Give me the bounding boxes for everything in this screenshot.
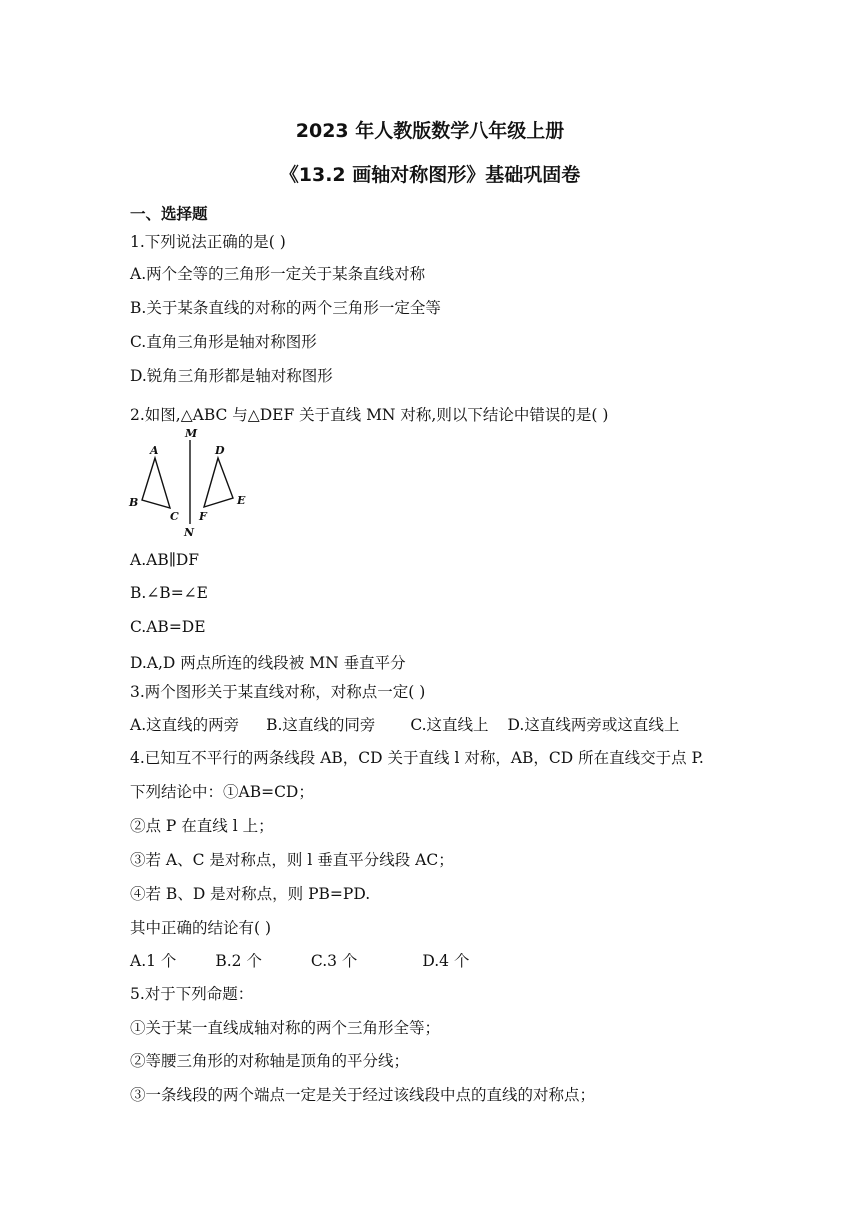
q4-option-d: D.4 个 (422, 952, 470, 970)
q5-stem: 5.对于下列命题： (130, 985, 254, 1003)
q5-statement-1: ①关于某一直线成轴对称的两个三角形全等； (130, 1019, 441, 1037)
label-f: F (199, 510, 207, 523)
label-n: N (184, 526, 195, 539)
section-heading: 一、选择题 (130, 205, 208, 223)
q4-statement-3: ③若 A、C 是对称点，则 l 垂直平分线段 AC； (130, 851, 454, 869)
label-m: M (185, 428, 198, 440)
q5-statement-3: ③一条线段的两个端点一定是关于经过该线段中点的直线的对称点； (130, 1086, 596, 1104)
label-d: D (215, 444, 225, 457)
q1-stem: 1.下列说法正确的是( ) (130, 233, 286, 251)
q3-option-d: D.这直线两旁或这直线上 (507, 716, 680, 734)
q4-statement-4: ④若 B、D 是对称点，则 PB=PD. (130, 885, 371, 903)
label-b: B (129, 496, 139, 509)
q4-stem-line2: 下列结论中：①AB=CD； (130, 783, 314, 801)
q4-stem-line1: 4.已知互不平行的两条线段 AB，CD 关于直线 l 对称，AB，CD 所在直线交于点 P. (130, 749, 704, 767)
symmetry-figure (124, 428, 264, 540)
label-c: C (170, 510, 179, 523)
q2-stem: 2.如图,△ABC 与△DEF 关于直线 MN 对称,则以下结论中错误的是( ) (130, 406, 609, 424)
q3-option-c: C.这直线上 (410, 716, 489, 734)
q1-option-b: B.关于某条直线的对称的两个三角形一定全等 (130, 299, 441, 317)
q3-stem: 3.两个图形关于某直线对称，对称点一定( ) (130, 683, 426, 701)
q3-option-a: A.这直线的两旁 (130, 716, 240, 734)
q4-options (130, 949, 491, 971)
label-a: A (150, 444, 159, 457)
triangle-abc (142, 458, 170, 508)
document-subtitle: 《13.2 画轴对称图形》基础巩固卷 (279, 164, 581, 186)
q5-statement-2: ②等腰三角形的对称轴是顶角的平分线； (130, 1052, 410, 1070)
q4-option-a: A.1 个 (130, 952, 177, 970)
document-title: 2023 年人教版数学八年级上册 (295, 120, 565, 142)
q3-option-b: B.这直线的同旁 (266, 716, 376, 734)
q4-option-b: B.2 个 (215, 952, 262, 970)
q2-option-b: B.∠B=∠E (130, 584, 208, 602)
q4-option-c: C.3 个 (310, 952, 358, 970)
q1-option-d: D.锐角三角形都是轴对称图形 (130, 367, 333, 385)
q4-statement-2: ②点 P 在直线 l 上； (130, 817, 274, 835)
q2-option-c: C.AB=DE (130, 618, 206, 636)
q1-option-c: C.直角三角形是轴对称图形 (130, 333, 317, 351)
q3-options (130, 713, 701, 735)
q2-option-d: D.A,D 两点所连的线段被 MN 垂直平分 (130, 654, 406, 672)
q4-ask: 其中正确的结论有( ) (130, 919, 272, 937)
q1-option-a: A.两个全等的三角形一定关于某条直线对称 (130, 265, 426, 283)
label-e: E (237, 494, 246, 507)
q2-option-a: A.AB∥DF (130, 551, 200, 569)
triangle-def (204, 458, 233, 507)
